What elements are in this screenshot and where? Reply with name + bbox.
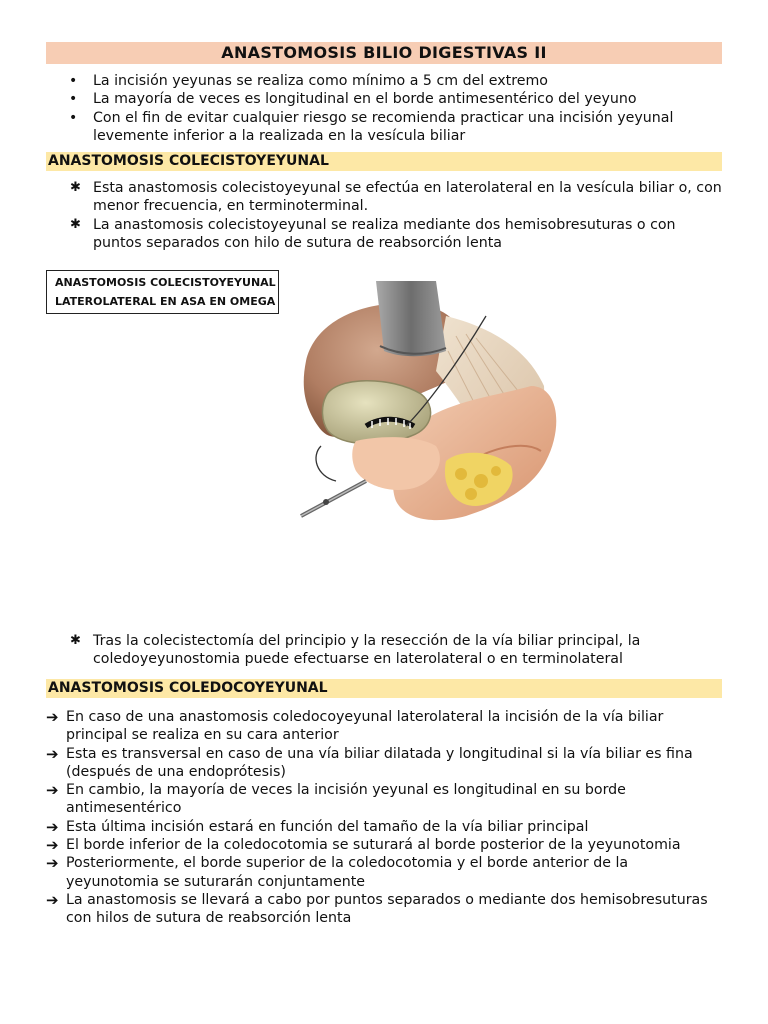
page-title: ANASTOMOSIS BILIO DIGESTIVAS II [46, 42, 722, 64]
section-heading-colecistoyeyunal: ANASTOMOSIS COLECISTOYEYUNAL [46, 152, 722, 171]
intro-list [46, 72, 722, 145]
list-item: ✱ Esta anastomosis colecistoyeyunal se efectúa en laterolateral en la vesícula biliar o, con menor frecuencia, en terminoterminal. [70, 180, 722, 215]
list-item: ➔ En cambio, la mayoría de veces la incisión yeyunal es longitudinal en su borde antimesentérico [46, 781, 626, 817]
list-item: ✱ Tras la colecistectomía del principio y la resección de la vía biliar principal, la coledoyeyunostomia puede efectuarse en laterolateral o en terminolateral [70, 633, 641, 668]
list-item: ✱ La anastomosis colecistoyeyunal se realiza mediante dos hemisobresuturas o con puntos separados con hilo de sutura de reabsorción lenta [70, 216, 676, 252]
arrow-bullet-icon: ➔ [46, 744, 59, 763]
list-item: ➔ En caso de una anastomosis coledocoyeyunal laterolateral la incisión de la vía biliar principal se realiza en su cara anterior [46, 708, 664, 744]
star-bullet-icon: ✱ [70, 180, 81, 196]
figure-caption-line: ANASTOMOSIS COLECISTOYEYUNAL [55, 276, 276, 289]
arrow-bullet-icon: ➔ [46, 854, 59, 873]
surgical-anastomosis-illustration [296, 276, 566, 536]
arrow-bullet-icon: ➔ [46, 781, 59, 800]
list-item: • La incisión yeyunas se realiza como mínimo a 5 cm del extremo [69, 73, 548, 89]
list-item: ➔ Posteriormente, el borde superior de la coledocotomia y el borde anterior de la yeyunotomia se suturarán conjuntamente [46, 854, 629, 890]
retractor-shape [376, 281, 446, 356]
colecistoyeyunal-list [46, 179, 722, 252]
coledocoyeyunal-list [46, 708, 722, 928]
list-item: • La mayoría de veces es longitudinal en el borde antimesentérico del yeyuno [69, 91, 637, 108]
bullet-icon: • [69, 109, 78, 126]
star-bullet-icon: ✱ [70, 216, 81, 232]
list-item: • Con el fin de evitar cualquier riesgo se recomienda practicar una incisión yeyunal levemente inferior a la realizada en la vesícula biliar [69, 109, 674, 144]
figure-caption [46, 270, 279, 314]
bullet-icon: • [69, 73, 78, 89]
list-item: ➔ Esta es transversal en caso de una vía biliar dilatada y longitudinal si la vía biliar es fina (después de una endoprótesis) [46, 744, 693, 780]
gallbladder-shape [322, 381, 430, 444]
bullet-icon: • [69, 91, 78, 108]
list-item: ➔ La anastomosis se llevará a cabo por puntos separados o mediante dos hemisobresuturas con hilos de sutura de reabsorción lenta [46, 890, 708, 927]
arrow-bullet-icon: ➔ [46, 836, 59, 855]
arrow-bullet-icon: ➔ [46, 817, 59, 836]
figure-caption-line: LATEROLATERAL EN ASA EN OMEGA [55, 295, 276, 308]
surgical-illustration-svg [296, 276, 566, 536]
arrow-bullet-icon: ➔ [46, 708, 59, 726]
star-bullet-icon: ✱ [70, 633, 81, 648]
list-item: ➔ Esta última incisión estará en función del tamaño de la vía biliar principal [46, 817, 589, 836]
colecistoyeyunal-after-list [46, 632, 722, 669]
list-item: ➔ El borde inferior de la coledocotomia se suturará al borde posterior de la yeyunotomia [46, 836, 681, 855]
arrow-bullet-icon: ➔ [46, 890, 59, 909]
section-heading-coledocoyeyunal: ANASTOMOSIS COLEDOCOYEYUNAL [46, 679, 722, 698]
needle-holder-instrument [301, 481, 366, 516]
